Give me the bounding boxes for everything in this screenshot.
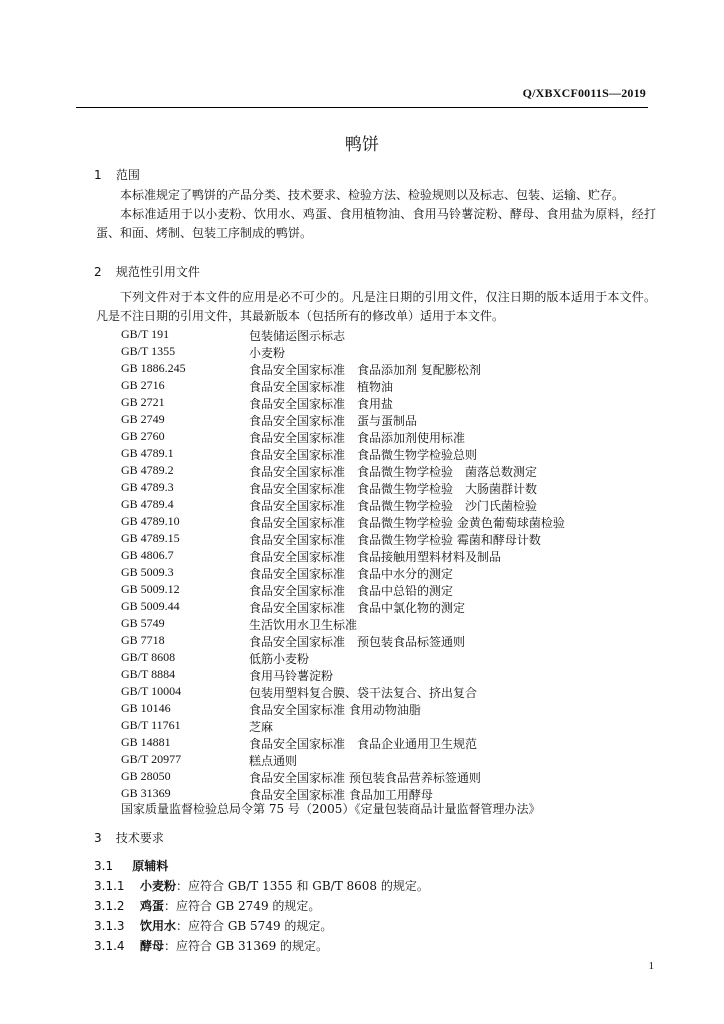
reference-code: GB/T 1355 [121,344,176,358]
reference-code: GB/T 20977 [121,752,182,766]
section-2-heading [94,263,200,280]
subsection-number: 3.1 [94,859,114,873]
reference-title: 生活饮用水卫生标准 [249,618,358,632]
reference-title: 食品安全国家标准 食品中总铅的测定 [249,584,454,598]
reference-code: GB 4806.7 [121,548,174,562]
requirement-item [94,917,332,934]
reference-title: 食品安全国家标准 食用盐 [249,397,394,411]
reference-code: GB 2716 [121,378,165,392]
reference-title: 食品安全国家标准 预包装食品营养标签通则 [249,771,481,785]
reference-title: 食品安全国家标准 食品微生物学检验总则 [249,448,478,462]
reference-code: GB 5009.3 [121,565,174,579]
requirement-number: 3.1.2 [94,899,125,913]
reference-title: 食用马铃薯淀粉 [249,669,334,683]
reference-code: GB 5009.12 [121,582,180,596]
reference-title: 食品安全国家标准 食品接触用塑料材料及制品 [249,550,502,564]
reference-title: 食品安全国家标准 食品中氯化物的测定 [249,601,466,615]
section-number: 3 [94,831,102,845]
reference-title: 食品安全国家标准 食品添加剂 复配膨松剂 [249,363,481,377]
requirement-text: ：应符合 GB 2749 的规定。 [164,899,321,913]
section-3-heading [94,829,164,846]
requirement-text: ：应符合 GB 31369 的规定。 [164,939,329,953]
reference-title: 食品安全国家标准 预包装食品标签通则 [249,635,466,649]
reference-title: 食品安全国家标准 食品加工用酵母 [249,788,433,802]
scope-paragraph-1: 本标准规定了鸭饼的产品分类、技术要求、检验方法、检验规则以及标志、包装、运输、贮存。 [120,188,625,202]
section-title: 规范性引用文件 [115,265,200,279]
reference-code: GB/T 191 [121,327,170,341]
reference-code: GB 5009.44 [121,599,180,613]
reference-code: GB 31369 [121,786,171,800]
reference-title: 食品安全国家标准 食品微生物学检验 菌落总数测定 [249,465,538,479]
requirement-text: ：应符合 GB 5749 的规定。 [176,919,333,933]
reference-code: GB 10146 [121,701,171,715]
reference-code: GB 4789.10 [121,514,180,528]
reference-code: GB/T 8884 [121,667,176,681]
requirement-number: 3.1.3 [94,919,125,933]
reference-code: GB 14881 [121,735,171,749]
reference-code: GB 4789.1 [121,446,174,460]
reference-code: GB 4789.3 [121,480,174,494]
reference-code: GB 7718 [121,633,165,647]
reference-title: 食品安全国家标准 食品企业通用卫生规范 [249,737,478,751]
reference-title: 小麦粉 [249,346,286,360]
requirement-item [94,877,429,894]
reference-code: GB 4789.4 [121,497,174,511]
reference-extra: 国家质量监督检验总局令第 75 号（2005）《定量包装商品计量监督管理办法》 [121,802,541,816]
page-number: 1 [648,960,654,972]
reference-title: 食品安全国家标准 食品添加剂使用标准 [249,431,466,445]
requirement-label: 饮用水 [140,919,177,933]
reference-code: GB/T 8608 [121,650,176,664]
reference-code: GB 2721 [121,395,165,409]
reference-title: 食品安全国家标准 食用动物油脂 [249,703,421,717]
requirement-item [94,897,320,914]
section-number: 1 [94,168,102,182]
reference-title: 芝麻 [249,720,274,734]
reference-title: 低筋小麦粉 [249,652,310,666]
reference-title: 食品安全国家标准 蛋与蛋制品 [249,414,418,428]
requirement-text: ：应符合 GB/T 1355 和 GB/T 8608 的规定。 [176,879,429,893]
reference-code: GB/T 11761 [121,718,181,732]
section-title: 范围 [115,168,140,182]
page-title: 鸭饼 [345,135,379,155]
reference-code: GB 1886.245 [121,361,186,375]
reference-title: 食品安全国家标准 食品微生物学检验 霉菌和酵母计数 [249,533,541,547]
subsection-3-1-heading [94,857,168,874]
reference-title: 食品安全国家标准 食品微生物学检验 大肠菌群计数 [249,482,538,496]
reference-title: 食品安全国家标准 植物油 [249,380,394,394]
requirement-number: 3.1.1 [94,879,125,893]
requirement-number: 3.1.4 [94,939,125,953]
section-title: 技术要求 [115,831,164,845]
requirement-label: 小麦粉 [140,879,177,893]
reference-code: GB 5749 [121,616,165,630]
reference-title: 食品安全国家标准 食品中水分的测定 [249,567,454,581]
section-number: 2 [94,265,102,279]
requirement-label: 酵母 [140,939,165,953]
scope-paragraph-2: 本标准适用于以小麦粉、饮用水、鸡蛋、食用植物油、食用马铃薯淀粉、酵母、食用盐为原料，经打蛋、和面、烤制、包装工序制成的鸭饼。 [96,207,656,240]
section-1-heading [94,166,140,183]
reference-title: 糕点通则 [249,754,298,768]
references-intro: 下列文件对于本文件的应用是必不可少的。凡是注日期的引用文件，仅注日期的版本适用于本文件。凡是不注日期的引用文件，其最新版本（包括所有的修改单）适用于本文件。 [96,290,656,323]
subsection-title: 原辅料 [132,859,169,873]
reference-title: 食品安全国家标准 食品微生物学检验 金黄色葡萄球菌检验 [249,516,565,530]
reference-title: 包装储运图示标志 [249,329,346,343]
reference-code: GB 2760 [121,429,165,443]
header-rule [76,107,648,108]
reference-title: 食品安全国家标准 食品微生物学检验 沙门氏菌检验 [249,499,538,513]
reference-code: GB 4789.15 [121,531,180,545]
document-code: Q/XBXCF0011S—2019 [522,86,646,100]
requirement-label: 鸡蛋 [140,899,165,913]
reference-code: GB 2749 [121,412,165,426]
reference-code: GB 4789.2 [121,463,174,477]
requirement-item [94,937,328,954]
reference-code: GB/T 10004 [121,684,182,698]
reference-code: GB 28050 [121,769,171,783]
reference-title: 包装用塑料复合膜、袋干法复合、挤出复合 [249,686,478,700]
